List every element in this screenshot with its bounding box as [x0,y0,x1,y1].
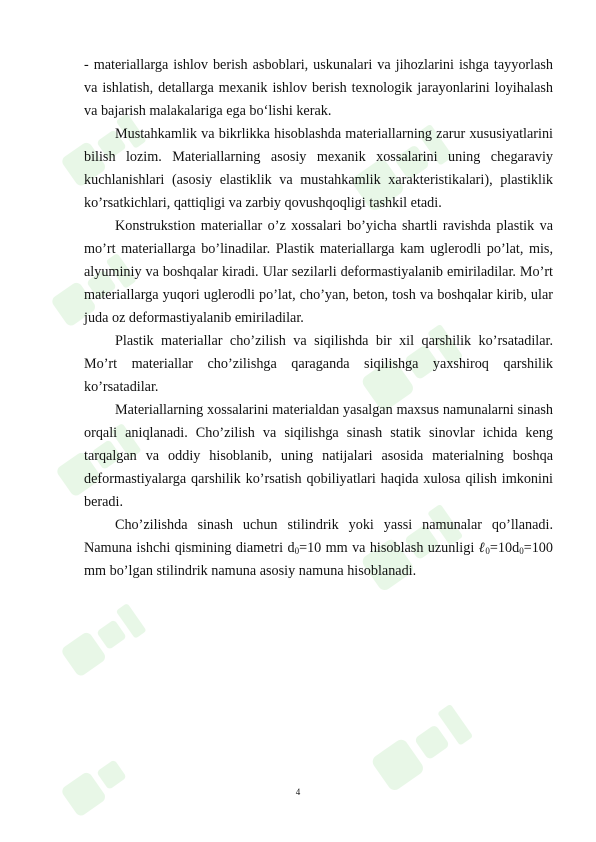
paragraph-2: Mustahkamlik va bikrlikka hisoblashda materiallarning zarur xususiyatlarini bilish lozim. Materiallarning asosiy mexanik xossalarini uning chegaraviy kuchlanishlari (asosiy elastiklik va mustahkamlik xarakteristikalari), plastiklik ko’rsatkichlari, qattiqligi va zarbiy qovushqoqligi tashkil etadi. [84,126,553,211]
p6-ell-symbol: ℓ [478,540,486,556]
paragraph-4: Plastik materiallar cho’zilish va siqilishda bir xil qarshilik ko’rsatadilar. Mo’rt materiallar cho’zilishga qaraganda siqilishga yaxshiroq qarshilik ko’rsatadilar. [84,333,553,395]
p6-text-3: =10d [489,540,520,556]
paragraph-5: Materiallarning xossalarini materialdan yasalgan maxsus namunalarni sinash orqali aniqlanadi. Cho’zilish va siqilishga sinash statik sinovlar ichida keng tarqalgan va oddiy hisoblanib, uning natijalari asosida materialning boshqa deformastiyalarga qarshilik ko’rsatish qobiliyatlari haqida xulosa qilish imkonini beradi. [84,402,553,510]
p6-sub-1: 0 [294,546,300,556]
paragraph-6 [84,514,553,583]
p6-text-2: =10 mm va hisoblash uzunligi [299,540,479,556]
paragraph-3: Konstrukstion materiallar o’z xossalari bo’yicha shartli ravishda plastik va mo’rt materiallarga bo’linadilar. Plastik materiallarga kam uglerodli po’lat, mis, alyuminiy va boshqalar kiradi. Ular sezilarli deformastiyalanib emiriladilar. Mo’rt materiallarga yuqori uglerodli po’lat, cho’yan, beton, tosh va boshqalar kirib, ular juda oz deformastiyalanib emiriladilar. [84,218,553,326]
page-body [84,54,553,583]
p6-text-1: Cho’zilishda sinash uchun stilindrik yoki yassi namunalar qo’llanadi. Namuna ishchi qismining diametri d [84,517,553,556]
p6-text-4: =100 mm bo’lgan stilindrik namuna asosiy namuna hisoblanadi. [84,540,553,579]
p6-sub-2: 0 [485,546,490,556]
paragraph-1: - materiallarga ishlov berish asboblari, uskunalari va jihozlarini ishga tayyorlash va ishlatish, detallarga mexanik ishlov berish texnologik jarayonlarini loyihalash va bajarish malakalariga ega bo‘lishi kerak. [84,57,553,119]
p6-sub-3: 0 [519,546,524,556]
page-number: 4 [295,787,301,797]
